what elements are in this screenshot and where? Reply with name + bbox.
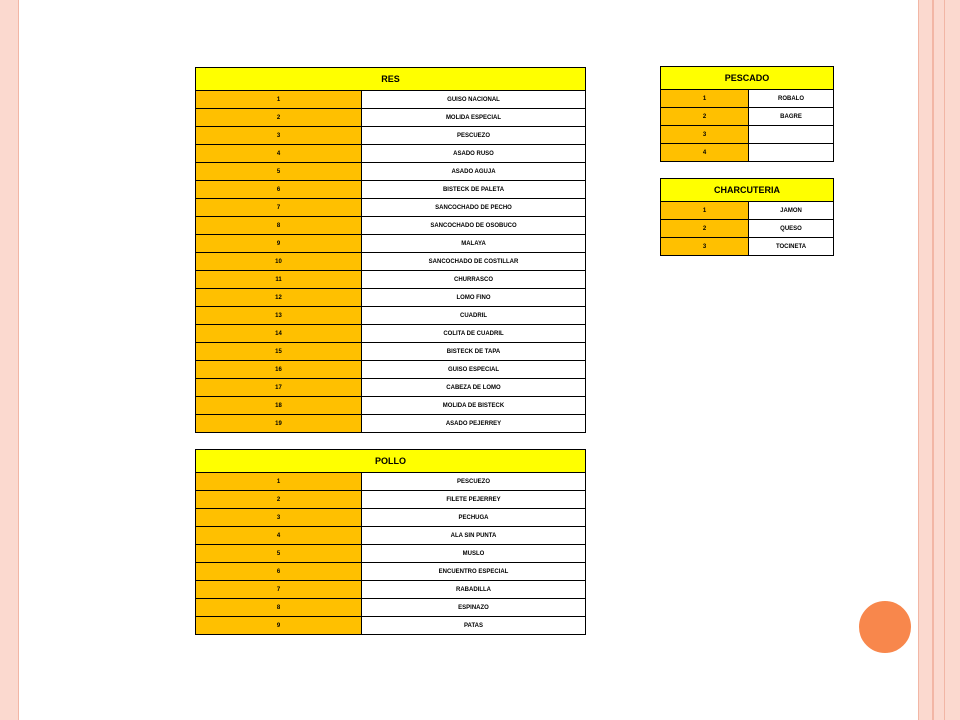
row-number: 8 <box>196 217 362 235</box>
slide-frame-left <box>0 0 18 720</box>
pollo-table-title: POLLO <box>196 450 586 473</box>
row-item-name: JAMON <box>749 202 834 220</box>
table-row <box>196 91 586 109</box>
row-item-name: COLITA DE CUADRIL <box>362 325 586 343</box>
table-row <box>661 90 834 108</box>
row-number: 1 <box>196 473 362 491</box>
table-row <box>196 361 586 379</box>
row-item-name: CABEZA DE LOMO <box>362 379 586 397</box>
row-item-name: SANCOCHADO DE OSOBUCO <box>362 217 586 235</box>
row-item-name: BISTECK DE PALETA <box>362 181 586 199</box>
row-number: 2 <box>661 220 749 238</box>
table-row <box>196 181 586 199</box>
table-row <box>196 289 586 307</box>
row-item-name: ROBALO <box>749 90 834 108</box>
row-item-name: ESPINAZO <box>362 599 586 617</box>
row-item-name: GUISO ESPECIAL <box>362 361 586 379</box>
row-item-name: ALA SIN PUNTA <box>362 527 586 545</box>
row-number: 18 <box>196 397 362 415</box>
row-number: 2 <box>196 109 362 127</box>
row-item-name: GUISO NACIONAL <box>362 91 586 109</box>
row-item-name: ENCUENTRO ESPECIAL <box>362 563 586 581</box>
row-number: 3 <box>661 126 749 144</box>
table-row <box>196 253 586 271</box>
row-number: 9 <box>196 235 362 253</box>
row-item-name: ASADO AGUJA <box>362 163 586 181</box>
table-row <box>196 599 586 617</box>
charcuteria-table <box>660 178 834 256</box>
table-row <box>196 545 586 563</box>
row-number: 4 <box>196 527 362 545</box>
row-number: 13 <box>196 307 362 325</box>
table-row <box>196 271 586 289</box>
row-item-name: SANCOCHADO DE COSTILLAR <box>362 253 586 271</box>
charcuteria-table-title: CHARCUTERIA <box>661 179 834 202</box>
row-number: 2 <box>196 491 362 509</box>
row-item-name: PATAS <box>362 617 586 635</box>
row-item-name: QUESO <box>749 220 834 238</box>
row-item-name: MOLIDA DE BISTECK <box>362 397 586 415</box>
row-item-name <box>749 144 834 162</box>
table-row <box>196 527 586 545</box>
row-number: 1 <box>661 90 749 108</box>
table-row <box>661 144 834 162</box>
row-number: 15 <box>196 343 362 361</box>
table-row <box>196 397 586 415</box>
slide-frame-right <box>918 0 960 720</box>
slide-frame-right-line <box>932 0 934 720</box>
row-number: 7 <box>196 581 362 599</box>
row-number: 8 <box>196 599 362 617</box>
row-number: 3 <box>661 238 749 256</box>
table-row <box>196 163 586 181</box>
row-item-name: RABADILLA <box>362 581 586 599</box>
row-number: 6 <box>196 181 362 199</box>
row-number: 9 <box>196 617 362 635</box>
row-item-name: LOMO FINO <box>362 289 586 307</box>
row-number: 4 <box>196 145 362 163</box>
row-item-name: MALAYA <box>362 235 586 253</box>
row-number: 16 <box>196 361 362 379</box>
table-row <box>661 238 834 256</box>
row-item-name: MOLIDA ESPECIAL <box>362 109 586 127</box>
table-row <box>196 217 586 235</box>
row-item-name: CHURRASCO <box>362 271 586 289</box>
table-row <box>196 109 586 127</box>
table-row <box>196 491 586 509</box>
row-number: 3 <box>196 509 362 527</box>
res-table-title: RES <box>196 68 586 91</box>
table-row <box>196 473 586 491</box>
table-row <box>196 127 586 145</box>
row-number: 7 <box>196 199 362 217</box>
pescado-table <box>660 66 834 162</box>
row-item-name: CUADRIL <box>362 307 586 325</box>
table-row <box>661 220 834 238</box>
row-number: 3 <box>196 127 362 145</box>
row-number: 6 <box>196 563 362 581</box>
accent-circle <box>856 598 914 656</box>
table-row <box>196 325 586 343</box>
row-item-name: PESCUEZO <box>362 127 586 145</box>
table-row <box>661 108 834 126</box>
table-row <box>196 509 586 527</box>
slide-frame-right-line <box>918 0 919 720</box>
table-row <box>196 581 586 599</box>
row-item-name: BAGRE <box>749 108 834 126</box>
row-number: 4 <box>661 144 749 162</box>
row-item-name: ASADO PEJERREY <box>362 415 586 433</box>
row-item-name: ASADO RUSO <box>362 145 586 163</box>
pescado-table-title: PESCADO <box>661 67 834 90</box>
row-number: 17 <box>196 379 362 397</box>
row-item-name: FILETE PEJERREY <box>362 491 586 509</box>
table-row <box>196 199 586 217</box>
res-table <box>195 67 586 433</box>
row-item-name <box>749 126 834 144</box>
table-row <box>196 307 586 325</box>
pollo-table <box>195 449 586 635</box>
table-row <box>196 379 586 397</box>
table-row <box>196 563 586 581</box>
row-number: 5 <box>196 163 362 181</box>
slide-frame-right-line <box>944 0 945 720</box>
row-number: 11 <box>196 271 362 289</box>
row-item-name: SANCOCHADO DE PECHO <box>362 199 586 217</box>
table-row <box>196 415 586 433</box>
row-number: 12 <box>196 289 362 307</box>
slide-frame-left-line <box>18 0 19 720</box>
row-number: 2 <box>661 108 749 126</box>
table-row <box>196 145 586 163</box>
table-row <box>196 617 586 635</box>
row-item-name: TOCINETA <box>749 238 834 256</box>
row-number: 1 <box>196 91 362 109</box>
row-number: 1 <box>661 202 749 220</box>
row-item-name: PESCUEZO <box>362 473 586 491</box>
row-number: 10 <box>196 253 362 271</box>
row-item-name: PECHUGA <box>362 509 586 527</box>
row-number: 19 <box>196 415 362 433</box>
row-item-name: BISTECK DE TAPA <box>362 343 586 361</box>
row-item-name: MUSLO <box>362 545 586 563</box>
row-number: 14 <box>196 325 362 343</box>
row-number: 5 <box>196 545 362 563</box>
table-row <box>196 235 586 253</box>
table-row <box>661 202 834 220</box>
table-row <box>661 126 834 144</box>
table-row <box>196 343 586 361</box>
